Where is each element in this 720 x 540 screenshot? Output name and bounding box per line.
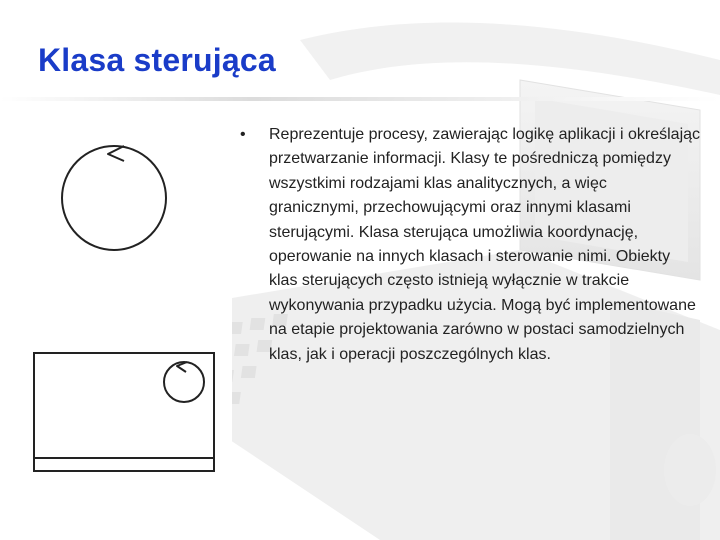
slide-title: Klasa sterująca xyxy=(38,42,276,78)
bullet-list xyxy=(240,123,700,367)
control-class-figures xyxy=(22,128,232,488)
bullet-text: Reprezentuje procesy, zawierając logikę aplikacji i określając przetwarzanie informacji. Klasy te pośredniczą pomiędzy wszystkimi rodzajami klas analitycznych, a więc granicznymi, przechowującymi oraz innymi klasami sterującymi. Klasa sterująca umożliwia koordynację, operowanie na innych klasach i sterowanie nimi. Obiekty klas sterujących często istnieją wyłącznie w trakcie wykonywania przypadku użycia. Mogą być implementowane na etapie projektowania zarówno w postaci samodzielnych klas, jak i operacji poszczególnych klas. xyxy=(269,126,701,363)
bullet-item xyxy=(240,123,700,367)
title-divider xyxy=(0,97,720,101)
bullet-marker: • xyxy=(240,126,246,143)
